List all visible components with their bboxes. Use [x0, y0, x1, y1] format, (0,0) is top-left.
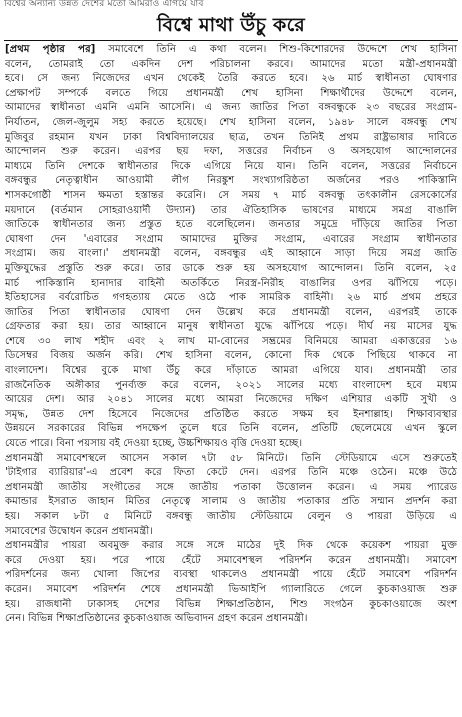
body-line: 'টাইগার ব্যারিয়ার'-এ প্রবেশ করে ফিতা কেটে দেন। এরপর তিনি মঞ্চে ওঠেন। মঞ্চে উঠে — [5, 467, 457, 479]
body-line: ডিসেম্বর বিজয় অর্জন করি। শেখ হাসিনা বলেন, কোনো দিক থেকে পিছিয়ে থাকবে না — [5, 350, 457, 362]
body-line: জাতির পিতা স্বাধীনতার ঘোষণা দেন উল্লেখ করে প্রধানমন্ত্রী বলেন, এরপরই তাকে — [5, 306, 457, 318]
body-line: রাজনৈতিক অঙ্গীকার পুনর্ব্যক্ত করে বলেন, ২০২১ সালের মধ্যে বাংলাদেশ হবে মধ্যম — [5, 379, 457, 391]
article-body — [5, 43, 457, 711]
body-line: মার্চ পাকিস্তানি হানাদার বাহিনী অতর্কিতে নিরস্ত্র-নিরীহ বাঙালির ওপর ঝাঁপিয়ে পড়ে। — [5, 277, 457, 289]
body-line: পরিদর্শনের জন্য খোলা জিপের ব্যবস্থা থাকলেও প্রধানমন্ত্রী পায়ে হেঁটে সমাবেশ পরিদর্শন — [5, 569, 457, 581]
body-line: গ্রেফতার করা হয়। তার আহ্বানে মানুষ স্বাধীনতা যুদ্ধে ঝাঁপিয়ে পড়ে। দীর্ঘ নয় মাসের যুদ্ধ — [5, 321, 457, 333]
article-headline: বিশ্বে মাথা উঁচু করে — [157, 14, 305, 36]
body-line: সংগ্রাম। জয় বাংলা।' প্রধানমন্ত্রী বলেন, বঙ্গবন্ধুর এই আহ্বানে সাড়া দিয়ে সমগ্র জাতি — [5, 248, 457, 260]
body-line: ইতিহাসের বর্বরোচিত গণহত্যায় মেতে ওঠে পাক সামরিক বাহিনী। ২৬ মার্চ প্রথম প্রহরে — [5, 292, 457, 304]
body-line: হয়। রাজধানী ঢাকাসহ দেশের বিভিন্ন শিক্ষাপ্রতিষ্ঠান, শিশু সংগঠন কুচকাওয়াজে অংশ — [5, 598, 457, 610]
body-line: মাধ্যমে তিনি দেশকে স্বাধীনতার দিকে এগিয়ে নিয়ে যান। তিনি বলেন, সত্তরের নির্বাচনে — [5, 160, 457, 172]
body-line: মুজিবুর রহমান যখন ঢাকা বিশ্ববিদ্যালয়ের ছাত্র, তখন তিনিই প্রথম রাষ্ট্রভাষার দাবিতে — [5, 131, 457, 143]
body-line: আন্দোলন শুরু করেন। এরপর ছয় দফা, সত্তরের নির্বাচন ও অসহযোগ আন্দোলনের — [5, 146, 457, 158]
previous-article-clipped-line: বিশ্বের অন্যান্য উন্নত দেশের মতো আমরাও এগিয়ে যাব — [4, 0, 204, 8]
body-line: জাতিকে স্বাধীনতার জন্য প্রস্তুত হতে বলেছিলেন। জনতার সমুদ্রে দাঁড়িয়ে জাতির পিতা — [5, 219, 457, 231]
continued-from-front-page-tag: [প্রথম পৃষ্ঠার পর] — [5, 44, 96, 55]
body-line: বলেন, তোমরাই তো একদিন দেশ পরিচালনা করবে। আমাদের মতো মন্ত্রী-প্রধানমন্ত্রী — [5, 58, 457, 70]
body-line: আয়ের দেশ। আর ২০৪১ সালের মধ্যে আমরা নিজেদের দক্ষিণ এশিয়ার একটি সুখী ও — [5, 394, 457, 406]
paragraph-end-line: যেতে পারে। বিনা পয়সায় বই দেওয়া হচ্ছে, উচ্চশিক্ষায়ও বৃত্তি দেওয়া হচ্ছে। — [5, 438, 303, 450]
body-line: মুক্তিযুদ্ধের প্রস্তুতি শুরু করে। তার ডাকে শুরু হয় অসহযোগ আন্দোলন। তিনি বলেন, ২৫ — [5, 262, 457, 274]
headline-divider — [4, 40, 458, 41]
body-line: আমাদের স্বাধীনতা এমনি এমনি আসেনি। এ জন্য জাতির পিতা বঙ্গবন্ধুকে ২৩ বছরের সংগ্রাম- — [5, 102, 457, 114]
body-line: ঘোষণা দেন 'এবারের সংগ্রাম আমাদের মুক্তির সংগ্রাম, এবারের সংগ্রাম স্বাধীনতার — [5, 233, 457, 245]
body-line — [5, 43, 457, 58]
paragraph-end-line: নেন। বিভিন্ন শিক্ষাপ্রতিষ্ঠানের কুচকাওয়াজ অভিবাদন গ্রহণ করেন প্রধানমন্ত্রী। — [5, 613, 308, 625]
body-line: উন্নয়নে সরকারের বিভিন্ন পদক্ষেপ তুলে ধরে তিনি বলেন, প্রতিটি ছেলেমেয়ে এখন স্কুলে — [5, 423, 457, 435]
body-line: প্রধানমন্ত্রীর পায়রা অবমুক্ত করার সঙ্গে সঙ্গে মাঠের দুই দিক থেকে কয়েকশ পায়রা মুক্ত — [5, 540, 457, 552]
body-line: সমৃদ্ধ, উন্নত দেশ হিসেবে নিজেদের প্রতিষ্ঠিত করতে সক্ষম হব ইনশাল্লাহ। শিক্ষাব্যবস্থার — [5, 408, 457, 420]
body-line: প্রধানমন্ত্রী জাতীয় সংগীতের সঙ্গে জাতীয় পতাকা উত্তোলন করেন। এ সময় প্যারেড — [5, 481, 457, 493]
body-line: বাংলাদেশ। বিশ্বের বুকে মাথা উঁচু করে দাঁড়াতে আমরা এগিয়ে যাব। প্রধানমন্ত্রী তার — [5, 365, 457, 377]
body-line: কমান্ডার ইসরাত জাহান মিতির নেতৃত্বে সালাম ও জাতীয় পতাকার প্রতি সম্মান প্রদর্শন করা — [5, 496, 457, 508]
body-line: প্রেক্ষাপট সম্পর্কে বলতে গিয়ে প্রধানমন্ত্রী শেখ হাসিনা শিক্ষার্থীদের উদ্দেশে বলেন, — [5, 87, 457, 99]
paragraph-end-line: সমাবেশের উদ্বোধন করেন প্রধানমন্ত্রী। — [5, 525, 153, 537]
body-line: শাসকগোষ্ঠী শাসন ক্ষমতা হস্তান্তর করেনি। সে সময় ৭ মার্চ বঙ্গবন্ধু তৎকালীন রেসকোর্সের — [5, 189, 457, 201]
body-line: শেষে ৩০ লাখ শহীদ এবং ২ লাখ মা-বোনের সম্ভ্রমের বিনিময়ে আমরা একাত্তরের ১৬ — [5, 335, 457, 347]
body-line: করে দেওয়া হয়। পরে পায়ে হেঁটে সমাবেশস্থল পরিদর্শন করেন প্রধানমন্ত্রী। সমাবেশ — [5, 554, 457, 566]
body-line: করেন। সমাবেশ পরিদর্শন শেষে প্রধানমন্ত্রী ভিআইপি গ্যালারিতে গেলে কুচকাওয়াজ শুরু — [5, 583, 457, 595]
body-line: প্রধানমন্ত্রী সমাবেশস্থলে আসেন সকাল ৭টা ৫৮ মিনিটে। তিনি স্টেডিয়ামে এসে শুরুতেই — [5, 452, 457, 464]
body-line: হবে। সে জন্য নিজেদের এখন থেকেই তৈরি করতে হবে। ২৬ মার্চ স্বাধীনতা ঘোষণার — [5, 73, 457, 85]
body-line: বঙ্গবন্ধুর নেতৃত্বাধীন আওয়ামী লীগ নিরঙ্কুশ সংখ্যাগরিষ্ঠতা অর্জনের পরও পাকিস্তানি — [5, 175, 457, 187]
body-line: ময়দানে (বর্তমান সোহরাওয়ার্দী উদ্যান) তার ঐতিহাসিক ভাষণের মাধ্যমে সমগ্র বাঙালি — [5, 204, 457, 216]
body-line: নির্যাতন, জেল-জুলুম সহ্য করতে হয়েছে। শেখ হাসিনা বলেন, ১৯৪৮ সালে বঙ্গবন্ধু শেখ — [5, 116, 457, 128]
body-line: হয়। সকাল ৮টা ৫ মিনিটে বঙ্গবন্ধু জাতীয় স্টেডিয়ামে বেলুন ও পায়রা উড়িয়ে এ — [5, 511, 457, 522]
body-line-text: সমাবেশে তিনি এ কথা বলেন। শিশু-কিশোরদের উদ্দেশে শেখ হাসিনা — [95, 44, 457, 55]
